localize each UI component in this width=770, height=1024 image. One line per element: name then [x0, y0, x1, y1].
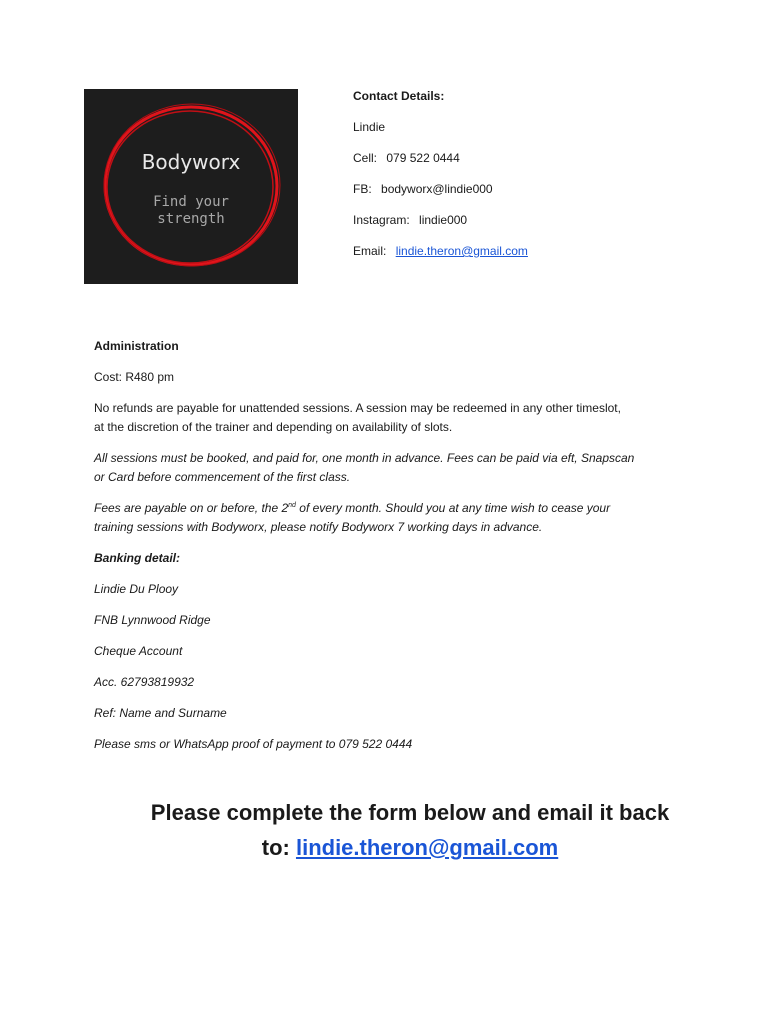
logo-ring — [105, 107, 277, 265]
banking-bank: FNB Lynnwood Ridge — [94, 613, 211, 627]
bodyworx-logo — [84, 89, 298, 284]
cta-email-link[interactable]: lindie.theron@gmail.com — [295, 835, 559, 860]
banking-proof-note: Please sms or WhatsApp proof of payment to 079 522 0444 — [94, 737, 413, 751]
email-label: Email: — [353, 244, 387, 258]
logo-tagline-line1: Find your — [153, 194, 229, 210]
fees-line2: training sessions with Bodyworx, please notify Bodyworx 7 working days in advance. — [94, 520, 543, 534]
cell-value: 079 522 0444 — [386, 151, 460, 165]
admin-heading: Administration — [94, 339, 179, 353]
fees-post: of every month. Should you at any time wish to cease your — [295, 501, 611, 515]
banking-heading: Banking detail: — [94, 551, 181, 565]
banking-account-type: Cheque Account — [94, 644, 183, 658]
fees-line1 — [94, 499, 684, 518]
instagram-label: Instagram: — [353, 213, 410, 227]
cell-label: Cell: — [353, 151, 378, 165]
refunds-line1: No refunds are payable for unattended sessions. A session may be redeemed in any other timeslot, — [94, 401, 621, 415]
booking-line1: All sessions must be booked, and paid for, one month in advance. Fees can be paid via eft, Snapscan — [94, 451, 635, 465]
logo-tagline-line2: strength — [157, 211, 225, 227]
contact-instagram — [353, 213, 528, 244]
contact-name: Lindie — [353, 120, 386, 134]
logo-graphic — [84, 89, 298, 284]
admin-cost: Cost: R480 pm — [94, 370, 175, 384]
logo-ring-inner — [107, 111, 273, 263]
contact-details — [353, 89, 528, 275]
banking-account-number: Acc. 62793819932 — [94, 675, 195, 689]
booking-line2: or Card before commencement of the first class. — [94, 470, 351, 484]
cta-line2 — [120, 830, 700, 865]
email-link[interactable]: lindie.theron@gmail.com — [395, 244, 528, 258]
contact-cell — [353, 151, 528, 182]
instagram-value: lindie000 — [419, 213, 468, 227]
logo-title: Bodyworx — [141, 150, 241, 174]
administration-section — [94, 337, 684, 754]
cta-prefix: to: — [261, 835, 296, 860]
banking-holder: Lindie Du Plooy — [94, 582, 179, 596]
fb-value: bodyworx@lindie000 — [381, 182, 493, 196]
cta-line1: Please complete the form below and email it back — [150, 800, 670, 825]
refunds-line2: at the discretion of the trainer and depending on availability of slots. — [94, 420, 453, 434]
fees-pre: Fees are payable on or before, the 2 — [94, 501, 289, 515]
contact-fb — [353, 182, 528, 213]
form-instructions — [120, 795, 700, 865]
contact-email — [353, 244, 528, 275]
fb-label: FB: — [353, 182, 372, 196]
banking-reference: Ref: Name and Surname — [94, 706, 227, 720]
contact-heading: Contact Details: — [353, 89, 445, 103]
fees-sup: nd — [288, 502, 296, 509]
